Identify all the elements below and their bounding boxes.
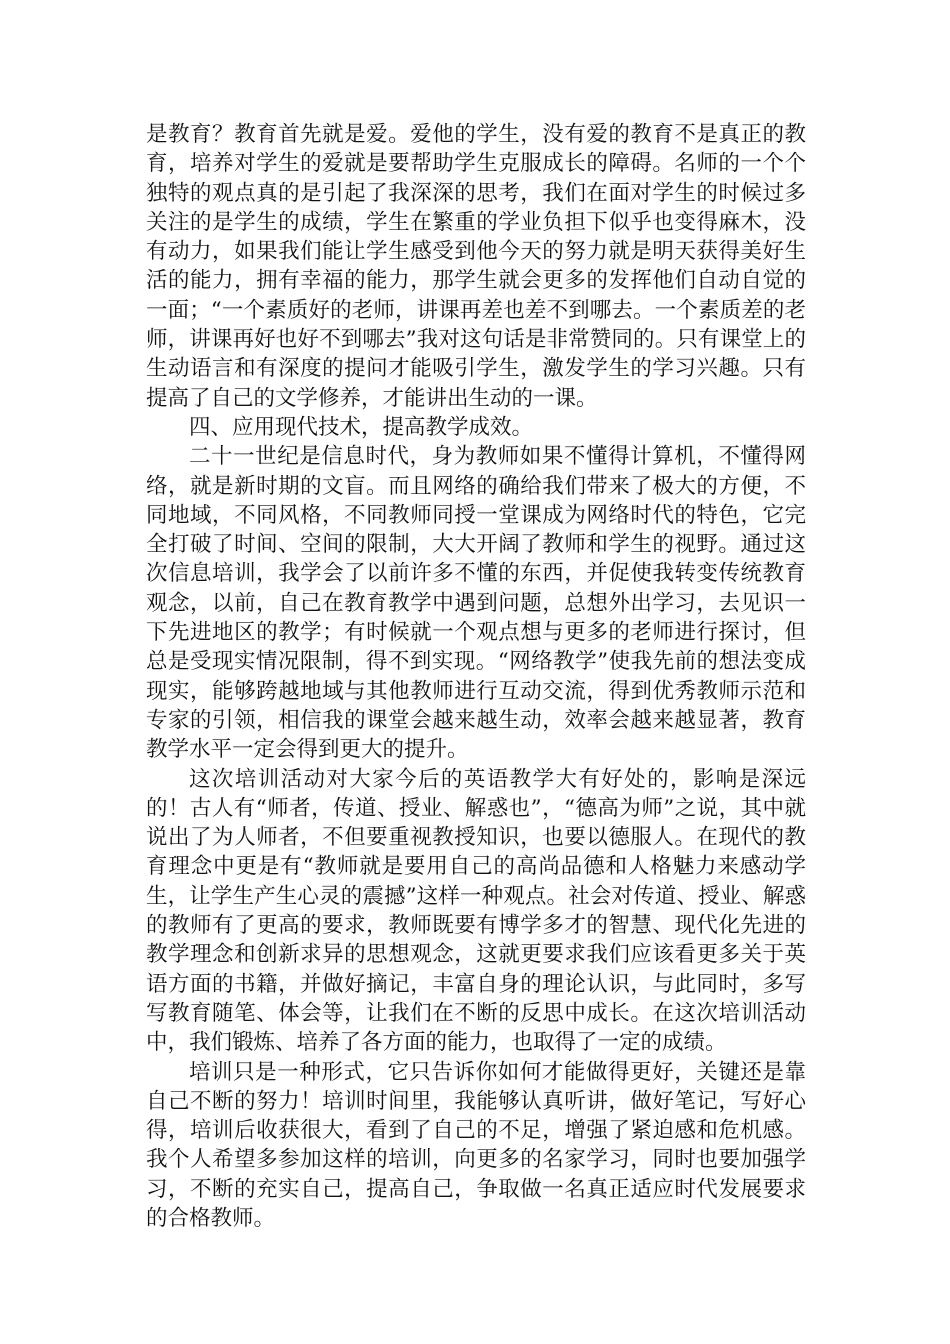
section-heading: 四、应用现代技术，提高教学成效。	[189, 414, 534, 440]
paragraph-conclusion: 培训只是一种形式，它只告诉你如何才能做得更好，关键还是靠自己不断的努力！培训时间里，我能够认真听讲，做好笔记，写好心得，培训后收获很大，看到了自己的不足，增强了紧迫感和危机感。我个人希望多参加这样的培训，向更多的名家学习，同时也要加强学习，不断的充实自己，提高自己，争取做一名真正适应时代发展要求的合格教师。	[146, 1059, 806, 1231]
paragraph-information-age: 二十一世纪是信息时代，身为教师如果不懂得计算机，不懂得网络，就是新时期的文盲。而且网络的确给我们带来了极大的方便，不同地域，不同风格，不同教师同授一堂课成为网络时代的特色，它完全打破了时间、空间的限制，大大开阔了教师和学生的视野。通过这次信息培训，我学会了以前许多不懂的东西，并促使我转变传统教育观念，以前，自己在教育教学中遇到问题，总想外出学习，去见识一下先进地区的教学；有时候就一个观点想与更多的老师进行探讨，但总是受现实情况限制，得不到实现。“网络教学”使我先前的想法变成现实，能够跨越地域与其他教师进行互动交流，得到优秀教师示范和专家的引领，相信我的课堂会越来越生动，效率会越来越显著，教育教学水平一定会得到更大的提升。	[146, 444, 806, 763]
document-page	[146, 120, 806, 1233]
paragraph-continuation: 是教育？教育首先就是爱。爱他的学生，没有爱的教育不是真正的教育，培养对学生的爱就是要帮助学生克服成长的障碍。名师的一个个独特的观点真的是引起了我深深的思考，我们在面对学生的时候过多关注的是学生的成绩，学生在繁重的学业负担下似乎也变得麻木，没有动力，如果我们能让学生感受到他今天的努力就是明天获得美好生活的能力，拥有幸福的能力，那学生就会更多的发挥他们自动自觉的一面；“一个素质好的老师，讲课再差也差不到哪去。一个素质差的老师，讲课再好也好不到哪去”我对这句话是非常赞同的。只有课堂上的生动语言和有深度的提问才能吸引学生，激发学生的学习兴趣。只有提高了自己的文学修养，才能讲出生动的一课。	[146, 122, 806, 411]
paragraph-training-impact: 这次培训活动对大家今后的英语教学大有好处的，影响是深远的！古人有“师者，传道、授业、解惑也”，“德高为师”之说，其中就说出了为人师者，不但要重视教授知识，也要以德服人。在现代的教育理念中更是有“教师就是要用自己的高尚品德和人格魅力来感动学生，让学生产生心灵的震撼”这样一种观点。社会对传道、授业、解惑的教师有了更高的要求，教师既要有博学多才的智慧、现代化先进的教学理念和创新求异的思想观念，这就更要求我们应该看更多关于英语方面的书籍，并做好摘记，丰富自身的理论认识，与此同时，多写写教育随笔、体会等，让我们在不断的反思中成长。在这次培训活动中，我们锻炼、培养了各方面的能力，也取得了一定的成绩。	[146, 766, 806, 1056]
